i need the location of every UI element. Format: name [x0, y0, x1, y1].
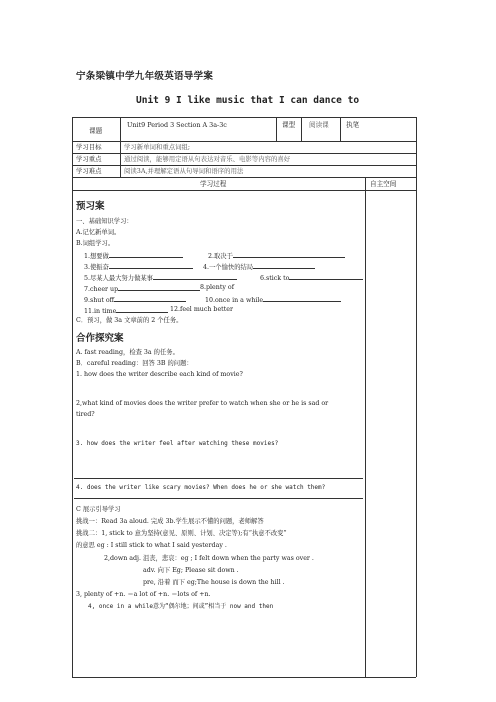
phrase-item: 5.尽某人最大努力做某事 [84, 273, 237, 283]
question-4: 4. does the writer like scary movies? When does he or she watch them? [76, 484, 326, 491]
question-3: 3. how does the writer feel after watching these movies? [76, 440, 279, 447]
question-2-cont: tired? [76, 411, 95, 418]
question-1: 1. how does the writer describe each kind of movie? [76, 371, 243, 378]
phrase-item: 8.plenty of [200, 284, 235, 291]
explore-c: C 展示引导学习 [76, 506, 121, 513]
phrase-item: 12.feel much better [170, 306, 233, 313]
phrase-item: 1.想要做 [84, 251, 183, 261]
topic-value: Unit9 Period 3 Section A 3a-3c [127, 121, 227, 129]
note-plenty: 3, plenty of +n. ＝a lot of +n. ＝lots of +n. [76, 591, 211, 598]
note-down-prep: pre, 沿着 而下 eg;The house is down the hill . [143, 579, 285, 586]
answer-line [74, 478, 363, 479]
challenge-2-cont: 的意思 eg : I still stick to what I said yesterday . [76, 542, 227, 549]
phrase-item: 7.cheer up [84, 284, 200, 294]
phrase-item: 10.once in a while [205, 295, 341, 305]
goal-value: 学习新单词和重点词组; [124, 143, 191, 151]
space-label: 自主空间 [370, 180, 397, 188]
difficulty-label: 学习难点 [76, 167, 102, 175]
preview-c: C．预习，做 3a 文章前的 2 个任务。 [76, 317, 183, 324]
phrase-item: 6.stick to [260, 273, 363, 283]
topic-label: 课题 [89, 127, 103, 135]
phrase-item: 4.一个愉快的结局 [203, 262, 315, 272]
phrase-item: 11.in time [84, 306, 168, 316]
note-down: 2,down adj. 沮丧，悲哀：eg ; I felt down when the party was over . [104, 555, 314, 562]
difficulty-value: 阅读3A,并理解定语从句导词和语序的用法 [124, 167, 244, 175]
phrase-item: 3.使振奋 [84, 262, 193, 272]
challenge-1: 挑战一：Read 3a aloud. 完成 3b.学生展示不懂的问题，老师解答 [76, 518, 264, 525]
writer-label: 执笔 [346, 121, 360, 129]
preview-a: A.记忆新单词。 [76, 229, 121, 236]
unit-title: Unit 9 I like music that I can dance to [136, 95, 360, 106]
note-down-adv: adv. 向下 Eg; Please sit down . [143, 567, 239, 574]
preview-b: B.词组学习。 [76, 240, 115, 247]
answer-line [74, 498, 363, 499]
explore-title: 合作探究案 [76, 333, 124, 344]
key-label: 学习重点 [76, 155, 102, 163]
preview-title: 预习案 [76, 201, 105, 212]
process-label: 学习过程 [200, 180, 227, 188]
question-2: 2,what kind of movies does the writer prefer to watch when she or he is sad or [76, 400, 329, 407]
type-label: 课型 [282, 121, 296, 129]
type-value: 阅读课 [309, 121, 329, 129]
explore-a: A. fast reading，检查 3a 的任务。 [76, 349, 179, 356]
challenge-2: 挑战二：1, stick to 意为坚持(意见、原则、计划、决定等);有“执意不改变” [76, 530, 287, 537]
note-once: 4, once in a while意为“偶尔地；间或”相当于 now and then [88, 603, 274, 610]
phrase-item: 2.取决于 [208, 251, 345, 261]
phrase-item: 9.shut off [84, 295, 186, 305]
preview-intro: 一、基础知识学习： [76, 218, 133, 225]
school-title: 宁条梁镇中学九年级英语导学案 [76, 71, 214, 82]
goal-label: 学习目标 [76, 143, 102, 151]
key-value: 通过阅读，能够用定语从句表达对音乐、电影等内容的喜好 [124, 155, 291, 163]
explore-b: B．careful reading：回答 3B 的问题： [76, 360, 193, 367]
